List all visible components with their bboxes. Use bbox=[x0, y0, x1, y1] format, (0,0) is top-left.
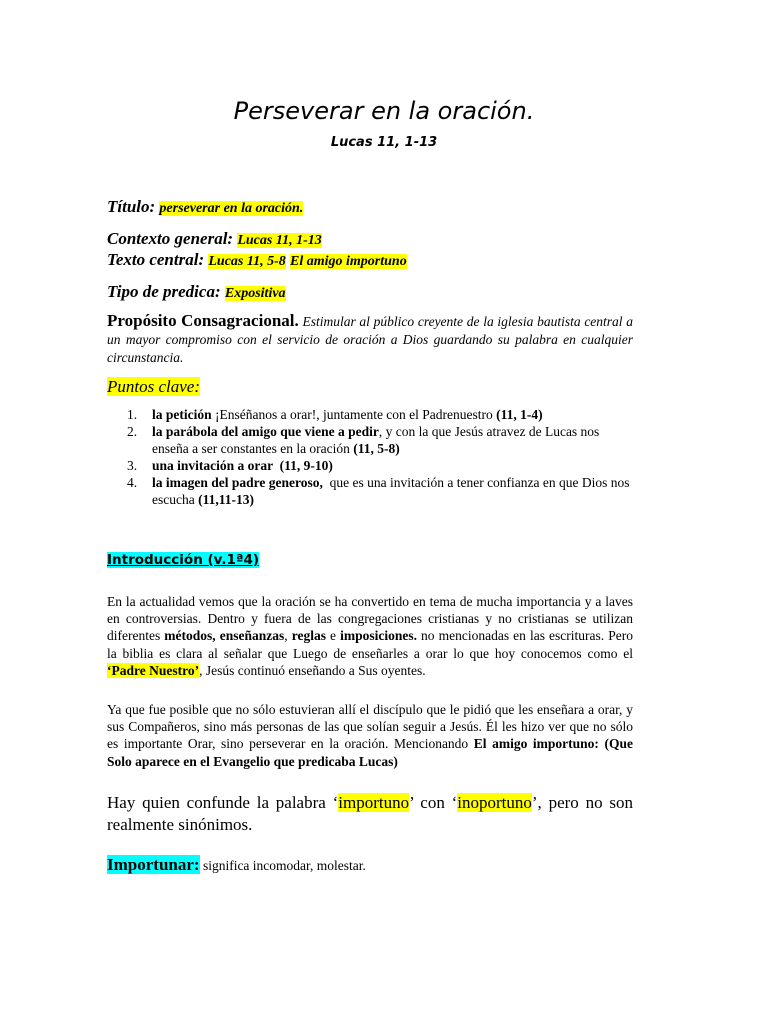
list-item-number: 2. bbox=[127, 424, 138, 439]
page-title: Perseverar en la oración. bbox=[233, 97, 535, 125]
list-item bbox=[107, 474, 635, 508]
list-item-number: 1. bbox=[127, 407, 138, 422]
contexto-label: Contexto general: bbox=[107, 229, 234, 248]
highlight-run: ‘Padre Nuestro’ bbox=[107, 662, 200, 678]
list-item-ref: (11, 1-4) bbox=[496, 407, 543, 422]
list-item-text: que es una invitación a tener confianza en que Dios nos escucha bbox=[152, 475, 633, 507]
list-item bbox=[107, 423, 635, 457]
list-item-bold: la imagen del padre generoso, bbox=[152, 475, 323, 490]
tipo-field bbox=[107, 281, 286, 304]
text-run: , bbox=[284, 628, 292, 644]
purpose-label: Propósito Consagracional. bbox=[107, 311, 299, 330]
text-run: ’, pero no son realmente sinónimos. bbox=[107, 793, 633, 834]
intro-heading-text: Introducción (v.1ª4) bbox=[107, 552, 260, 568]
intro-paragraph-1 bbox=[107, 593, 633, 679]
highlight-run: importuno bbox=[338, 793, 410, 812]
list-item bbox=[107, 406, 635, 423]
text-run: no mencionadas en las escrituras. Pero la biblia es clara al señalar que Luego de enseñarles a orar lo que hoy conocemos como el bbox=[107, 628, 633, 661]
key-points-heading-text: Puntos clave: bbox=[107, 377, 200, 396]
text-run: , Jesús continuó enseñando a Sus oyentes. bbox=[199, 662, 426, 678]
key-points-heading bbox=[107, 376, 200, 397]
texto-central-field bbox=[107, 249, 407, 272]
list-item-bold: la parábola del amigo que viene a pedir bbox=[152, 424, 379, 439]
definition-line bbox=[107, 855, 366, 876]
text-run: ’ con ‘ bbox=[409, 793, 458, 812]
definition-label: Importunar: bbox=[107, 855, 200, 874]
texto-central-label: Texto central: bbox=[107, 250, 205, 269]
key-points-list bbox=[107, 406, 635, 508]
contexto-value: Lucas 11, 1-13 bbox=[237, 233, 322, 248]
intro-paragraph-2 bbox=[107, 701, 633, 770]
purpose-paragraph bbox=[107, 312, 633, 367]
definition-text: significa incomodar, molestar. bbox=[199, 858, 366, 873]
list-item-bold: la petición bbox=[152, 407, 212, 422]
texto-central-value-1: Lucas 11, 5-8 bbox=[208, 254, 286, 269]
page-subtitle: Lucas 11, 1-13 bbox=[330, 135, 438, 150]
list-item-text: ¡Enséñanos a orar!, juntamente con el Padrenuestro bbox=[211, 407, 497, 422]
texto-central-value-2: El amigo importuno bbox=[290, 254, 407, 269]
bold-run: métodos, enseñanzas bbox=[164, 628, 285, 644]
list-item-number: 4. bbox=[127, 475, 138, 490]
titulo-value: perseverar en la oración. bbox=[159, 201, 304, 216]
list-item-ref: (11, 5-8) bbox=[353, 441, 400, 456]
text-run: Ya que fue posible que no sólo estuvieran allí el discípulo que le pidió que les enseñara a orar, y sus Compañeros, sino más personas de las que solían seguir a Jesús. Él les hizo ver que no sólo es importante Orar, sino perseverar en la oración. Mencionando bbox=[107, 702, 633, 752]
list-item bbox=[107, 457, 635, 474]
titulo-field bbox=[107, 196, 303, 219]
intro-heading bbox=[107, 550, 259, 570]
purpose-text: Estimular al público creyente de la iglesia bautista central a un mayor compromiso con el servicio de oración a Dios guardando su palabra en cualquier circunstancia. bbox=[107, 314, 634, 365]
bold-run: reglas bbox=[291, 628, 326, 644]
text-run: e bbox=[325, 628, 341, 644]
list-item-number: 3. bbox=[127, 458, 138, 473]
bold-run: imposiciones. bbox=[340, 628, 417, 644]
text-run: En la actualidad vemos que la oración se ha convertido en tema de mucha importancia y a laves en controversias. Dentro y fuera de las congregaciones cristianas y no cristianas se utilizan diferentes bbox=[107, 594, 633, 644]
list-item-text: , y con la que Jesús atravez de Lucas nos enseña a ser constantes en la oración bbox=[152, 424, 600, 456]
text-run: Hay quien confunde la palabra ‘ bbox=[107, 793, 339, 812]
contexto-field bbox=[107, 228, 322, 251]
tipo-value: Expositiva bbox=[224, 286, 286, 301]
list-item-ref: (11,11-13) bbox=[198, 492, 254, 507]
bold-run: El amigo importuno: (Que Solo aparece en el Evangelio que predicaba Lucas) bbox=[107, 736, 633, 769]
titulo-label: Título: bbox=[107, 197, 156, 216]
highlight-run: inoportuno bbox=[457, 793, 532, 812]
intro-paragraph-3 bbox=[107, 792, 633, 836]
tipo-label: Tipo de predica: bbox=[107, 282, 221, 301]
list-item-bold: una invitación a orar (11, 9-10) bbox=[152, 458, 333, 473]
